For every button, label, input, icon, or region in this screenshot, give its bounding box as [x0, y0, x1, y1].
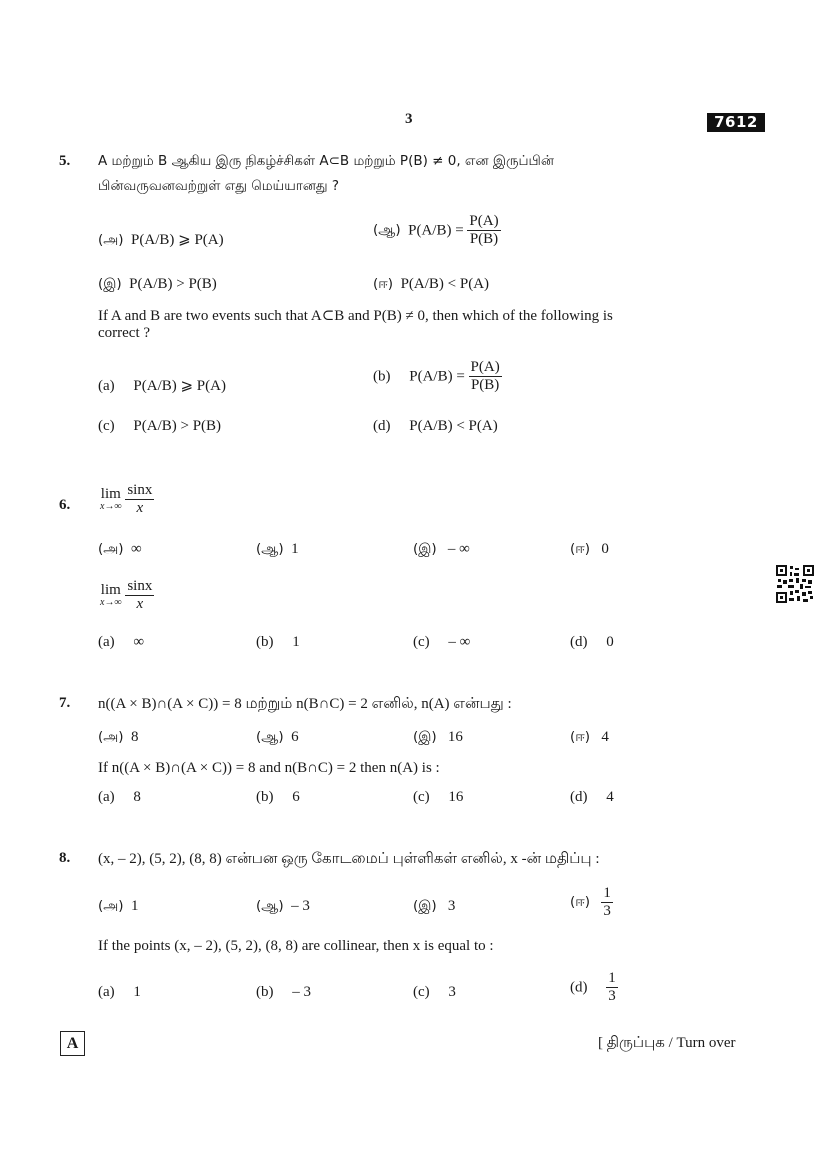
- question-7-english-line1: If n((A × B)∩(A × C)) = 8 and n(B∩C) = 2 then n(A) is :: [98, 760, 440, 776]
- fraction-numerator: 1: [601, 885, 613, 903]
- option-text: 1: [292, 634, 300, 650]
- option-5-en-a[interactable]: [98, 376, 226, 395]
- option-6-en-c[interactable]: [413, 634, 470, 651]
- fraction: [601, 885, 613, 921]
- option-text: 0: [606, 634, 614, 650]
- option-label: (இ): [98, 276, 122, 292]
- option-label: (a): [98, 634, 115, 650]
- option-8-ta-2[interactable]: [256, 898, 310, 916]
- option-label: (ஈ): [373, 276, 394, 292]
- question-8-english-line1: If the points (x, – 2), (5, 2), (8, 8) are collinear, then x is equal to :: [98, 938, 494, 954]
- option-text: 16: [447, 729, 463, 745]
- option-label: (d): [570, 979, 588, 996]
- option-7-en-b[interactable]: [256, 789, 300, 806]
- option-text: P(A/B) ⩾ P(A): [131, 232, 224, 248]
- option-5-ta-2[interactable]: [373, 213, 501, 249]
- option-label: (a): [98, 789, 115, 805]
- fraction: [606, 970, 618, 1006]
- option-text: – ∞: [448, 634, 471, 650]
- option-5-ta-3[interactable]: [98, 276, 217, 294]
- limit-subscript: x→∞: [100, 501, 122, 513]
- question-6-limit-expression-english: [100, 578, 154, 614]
- question-5-number: 5.: [59, 153, 71, 169]
- fraction: [467, 213, 500, 249]
- option-label: (அ): [98, 729, 124, 745]
- option-label: (ஆ): [373, 221, 401, 238]
- option-text: 0: [601, 541, 609, 557]
- option-7-ta-1[interactable]: [98, 729, 139, 747]
- option-7-ta-4[interactable]: [570, 729, 609, 747]
- option-text: 4: [606, 789, 614, 805]
- option-text: 1: [131, 898, 139, 914]
- option-text: P(A/B) < P(A): [400, 276, 490, 292]
- option-8-en-b[interactable]: [256, 984, 311, 1001]
- question-7-number: 7.: [59, 695, 71, 711]
- option-label: (a): [98, 378, 115, 394]
- limit-operator: [100, 487, 122, 513]
- option-text: 1: [133, 984, 141, 1000]
- option-label: (ஈ): [570, 541, 591, 557]
- option-label: (அ): [98, 232, 124, 248]
- option-text: ∞: [133, 634, 145, 650]
- question-5-tamil-line2: பின்வருவனவற்றுள் எது மெய்யானது ?: [98, 178, 340, 194]
- option-8-ta-3[interactable]: [413, 898, 455, 916]
- qr-code-icon: [776, 565, 814, 603]
- paper-code-badge: 7612: [707, 113, 765, 132]
- option-text: 3: [447, 898, 456, 914]
- option-text: 8: [131, 729, 139, 745]
- option-8-en-a[interactable]: [98, 984, 141, 1001]
- option-label: (b): [373, 368, 391, 385]
- option-5-en-b[interactable]: [373, 359, 502, 395]
- fraction: [125, 482, 154, 518]
- option-label: (இ): [413, 729, 437, 745]
- option-label: (இ): [413, 898, 437, 914]
- option-text: 6: [291, 729, 299, 745]
- option-text: ∞: [131, 541, 142, 557]
- option-text: 6: [292, 789, 300, 805]
- option-text: 1: [291, 541, 299, 557]
- fraction-denominator: 3: [603, 903, 611, 920]
- option-label: (b): [256, 789, 274, 805]
- option-8-en-c[interactable]: [413, 984, 456, 1001]
- option-text: P(A/B) =: [408, 222, 464, 239]
- option-7-ta-2[interactable]: [256, 729, 299, 747]
- option-label: (இ): [413, 541, 437, 557]
- option-label: (d): [373, 418, 391, 434]
- option-label: (d): [570, 789, 588, 805]
- option-8-ta-4[interactable]: [570, 885, 613, 921]
- fraction-numerator: sinx: [125, 482, 154, 500]
- option-6-en-d[interactable]: [570, 634, 614, 651]
- option-7-en-d[interactable]: [570, 789, 614, 806]
- option-6-ta-1[interactable]: [98, 541, 142, 559]
- option-label: (ஆ): [256, 729, 284, 745]
- option-7-en-a[interactable]: [98, 789, 141, 806]
- option-8-en-d[interactable]: [570, 970, 618, 1006]
- option-label: (அ): [98, 898, 124, 914]
- fraction-denominator: x: [136, 500, 144, 517]
- option-label: (c): [413, 634, 430, 650]
- question-5-english-line2: correct ?: [98, 325, 151, 341]
- option-label: (c): [98, 418, 115, 434]
- fraction-numerator: 1: [606, 970, 618, 988]
- option-text: P(A/B) < P(A): [409, 418, 498, 434]
- option-label: (ஈ): [570, 893, 591, 910]
- option-7-en-c[interactable]: [413, 789, 463, 806]
- option-label: (அ): [98, 541, 124, 557]
- fraction-numerator: sinx: [125, 578, 154, 596]
- option-text: P(A/B) > P(B): [133, 418, 222, 434]
- option-label: (c): [413, 789, 430, 805]
- option-6-ta-3[interactable]: [413, 541, 470, 559]
- question-6-limit-expression: [100, 482, 154, 518]
- option-label: (b): [256, 984, 274, 1000]
- option-6-en-b[interactable]: [256, 634, 300, 651]
- fraction: [469, 359, 502, 395]
- booklet-series-box: A: [60, 1031, 85, 1056]
- option-text: – 3: [292, 984, 311, 1000]
- option-label: (c): [413, 984, 430, 1000]
- limit-operator: [100, 583, 122, 609]
- turn-over-text: [ திருப்புக / Turn over: [598, 1035, 736, 1051]
- limit-word: lim: [100, 581, 121, 598]
- option-5-ta-1[interactable]: [98, 230, 224, 250]
- fraction-denominator: x: [136, 596, 144, 613]
- option-8-ta-1[interactable]: [98, 898, 139, 916]
- fraction-denominator: P(B): [470, 377, 500, 394]
- option-text: 8: [133, 789, 141, 805]
- option-text: P(A/B) ⩾ P(A): [133, 378, 226, 394]
- option-label: (ஆ): [256, 898, 284, 914]
- option-label: (ஈ): [570, 729, 591, 745]
- option-text: P(A/B) =: [409, 368, 465, 385]
- question-7-tamil-line1: n((A × B)∩(A × C)) = 8 மற்றும் n(B∩C) = 2 எனில், n(A) என்பது :: [98, 696, 512, 712]
- page-number: 3: [405, 111, 413, 127]
- option-text: P(A/B) > P(B): [129, 276, 217, 292]
- option-6-en-a[interactable]: [98, 634, 144, 651]
- option-7-ta-3[interactable]: [413, 729, 463, 747]
- fraction: [125, 578, 154, 614]
- option-6-ta-2[interactable]: [256, 541, 299, 559]
- option-label: (d): [570, 634, 588, 650]
- option-text: 4: [601, 729, 609, 745]
- question-8-tamil-line1: (x, – 2), (5, 2), (8, 8) என்பன ஒரு கோடமைப் புள்ளிகள் எனில், x -ன் மதிப்பு :: [98, 851, 600, 867]
- option-text: 16: [448, 789, 464, 805]
- fraction-numerator: P(A): [467, 213, 500, 231]
- fraction-numerator: P(A): [469, 359, 502, 377]
- question-6-number: 6.: [59, 497, 71, 513]
- option-5-ta-4[interactable]: [373, 276, 489, 294]
- option-label: (ஆ): [256, 541, 284, 557]
- question-8-number: 8.: [59, 850, 71, 866]
- option-label: (b): [256, 634, 274, 650]
- fraction-denominator: 3: [608, 988, 616, 1005]
- option-text: – 3: [291, 898, 310, 914]
- limit-subscript: x→∞: [100, 597, 122, 609]
- limit-word: lim: [100, 485, 121, 502]
- question-5-tamil-line1: A மற்றும் B ஆகிய இரு நிகழ்ச்சிகள் A⊂B மற்றும் P(B) ≠ 0, என இருப்பின்: [98, 153, 554, 169]
- option-5-en-d[interactable]: [373, 418, 498, 435]
- question-5-english-line1: If A and B are two events such that A⊂B and P(B) ≠ 0, then which of the following is: [98, 308, 613, 324]
- option-text: 3: [448, 984, 456, 1000]
- option-text: – ∞: [447, 541, 470, 557]
- option-6-ta-4[interactable]: [570, 541, 609, 559]
- fraction-denominator: P(B): [469, 231, 499, 248]
- option-label: (a): [98, 984, 115, 1000]
- option-5-en-c[interactable]: [98, 418, 221, 435]
